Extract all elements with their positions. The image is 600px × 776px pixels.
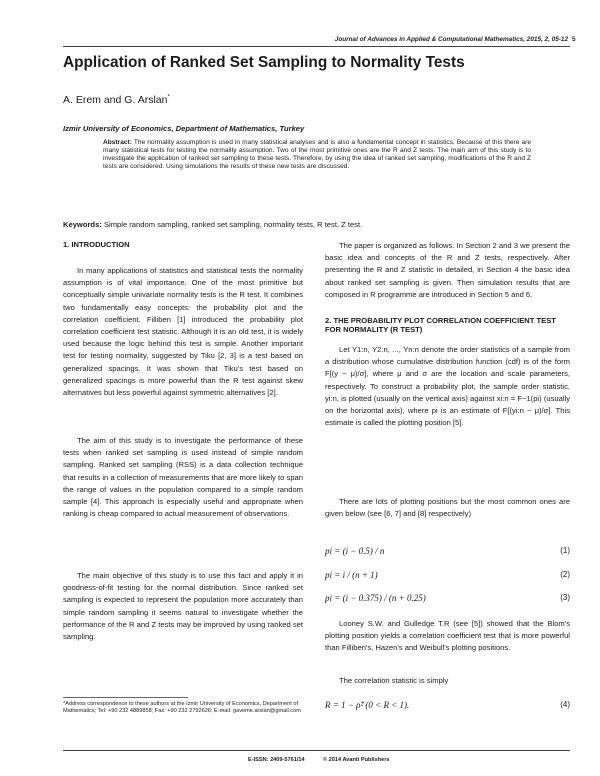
equation-4-expr: R = 1 − ρ̂² (0 < R < 1). bbox=[325, 700, 410, 710]
equation-1-expr: pi = (i − 0.5) / n bbox=[325, 546, 385, 556]
intro-paragraph-2: The aim of this study is to investigate the performance of these tests when ranked set sampling is used instead of simple random sampling. Ranked set sampling (RSS) is a data collection technique that results in a collection of measurements that are more likely to span the range of values in the population compared to a simple random sample [4]. This approach is especially useful and appropriate when ranking is cheap compared to actual measurement of observations. bbox=[63, 436, 303, 519]
keywords-text: Simple random sampling, ranked set sampling, normality tests, R test, Z test. bbox=[103, 220, 363, 229]
equation-3-expr: pi = (i − 0.375) / (n + 0.25) bbox=[325, 593, 426, 603]
authors bbox=[63, 94, 170, 106]
author-names: A. Erem and G. Arslan bbox=[63, 94, 168, 106]
paper-title: Application of Ranked Set Sampling to Normality Tests bbox=[63, 54, 465, 71]
equation-3 bbox=[325, 593, 570, 607]
equation-1-number: (1) bbox=[560, 546, 570, 555]
intro-paragraph-3: The main objective of this study is to use this fact and apply it in goodness-of-fit testing for the normal distribution. Since ranked set sampling is expected to represent the population more accurately than simple random sampling it seems natural to investigate whether the performance of the R and Z tests may be improved by using ranked set sampling. bbox=[63, 571, 303, 642]
author-mark: * bbox=[167, 94, 170, 101]
footer-publisher: © 2014 Avanti Publishers bbox=[323, 757, 390, 763]
journal-header: Journal of Advances in Applied & Computational Mathematics, 2015, 2, 05-12 bbox=[334, 36, 568, 43]
equation-4 bbox=[325, 700, 570, 714]
abstract bbox=[103, 139, 531, 171]
correlation-paragraph: The correlation statistic is simply bbox=[339, 676, 449, 685]
abstract-label: Abstract: bbox=[103, 139, 132, 146]
equation-2-expr: pi = i / (n + 1) bbox=[325, 570, 378, 580]
keywords bbox=[63, 220, 570, 229]
footnote: *Address correspondence to these authors at the Izmir University of Economics, Department of Mathematics; Tel: +90 232 4889858; Fax: +90 232 2792626; E-mail: gaveme.arslan@gmail.com bbox=[63, 701, 301, 714]
footer-issn: E-ISSN: 2409-5761/14 bbox=[248, 757, 305, 763]
footnote-divider bbox=[63, 697, 188, 698]
looney-paragraph: Looney S.W. and Gulledge T.R (see [5]) showed that the Blom's plotting position yields a correlation coefficient test that is more powerful than Filliben's, Hazen's and Weibull's plotting positions. bbox=[325, 619, 570, 653]
footer-divider bbox=[63, 750, 570, 751]
equation-2 bbox=[325, 570, 570, 584]
equation-1 bbox=[325, 546, 570, 560]
equation-3-number: (3) bbox=[560, 593, 570, 602]
plotting-positions-paragraph: There are lots of plotting positions but the most common ones are given below (see [6, 7] and [8] respectively) bbox=[325, 497, 570, 519]
order-statistics-paragraph: Let Y1:n, Y2:n, ..., Yn:n denote the order statistics of a sample from a distribution whose cumulative distribution function (cdf) is of the form F[(y − μ)/σ], where μ and σ are the location and scale parameters, respectively. To construct a probability plot, the sample order statistic, yi:n, is plotted (usually on the vertical axis) against xi:n = F−1(pi) (usually on the horizontal axis), where pi is an estimate of F[(yi:n − μ)/σ]. This estimate is called the plotting position [5]. bbox=[325, 345, 570, 428]
page-number: 5 bbox=[572, 36, 576, 43]
organization-paragraph: The paper is organized as follows. In Section 2 and 3 we present the basic idea and concepts of the R and Z tests, respectively. After presenting the R and Z statistic in detailed, in Section 4 the basic idea about ranked set sampling is given. Then simulation results that are composed in R programme are introduced in Section 5 and 6. bbox=[325, 241, 570, 299]
intro-paragraph-1: In many applications of statistics and statistical tests the normality assumption is of vital importance. One of the most primitive but conceptually simple univariate normality tests is the R test. It combines two fundamentally easy concepts: the probability plot and the correlation coefficient. Filliben [1] introduced the probability plot correlation coefficient test statistic. Although it is an old test, it is widely used because the logic behind this test is simple. Another important test for testing normality, suggested by Tiku [2, 3] is a test based on generalized spacings. It was shown that Tiku's test based on generalized spacings is more powerful than the R test against skew alternatives but less powerful against symmetric alternatives [2]. bbox=[63, 266, 303, 398]
section-heading-introduction: 1. INTRODUCTION bbox=[63, 240, 130, 249]
abstract-text: The normality assumption is used in many statistical analyses and is also a fundamental concept in statistics. Because of this there are many statistical tests for testing the normality assumption. Two of the most primitive ones are the R and Z tests. The main aim of this study is to investigate the application of ranked set sampling to these tests. Therefore, by using the idea of ranked set sampling, modifications of the R and Z tests are considered. Using simulations the results of these new tests are discussed. bbox=[103, 139, 531, 171]
section-heading-r-test: 2. THE PROBABILITY PLOT CORRELATION COEFFICIENT TEST FOR NORMALITY (R TEST) bbox=[325, 316, 556, 334]
equation-4-number: (4) bbox=[560, 700, 570, 709]
keywords-label: Keywords: bbox=[63, 220, 102, 229]
affiliation: Izmir University of Economics, Department of Mathematics, Turkey bbox=[63, 124, 305, 133]
equation-2-number: (2) bbox=[560, 570, 570, 579]
header-divider bbox=[63, 46, 570, 47]
